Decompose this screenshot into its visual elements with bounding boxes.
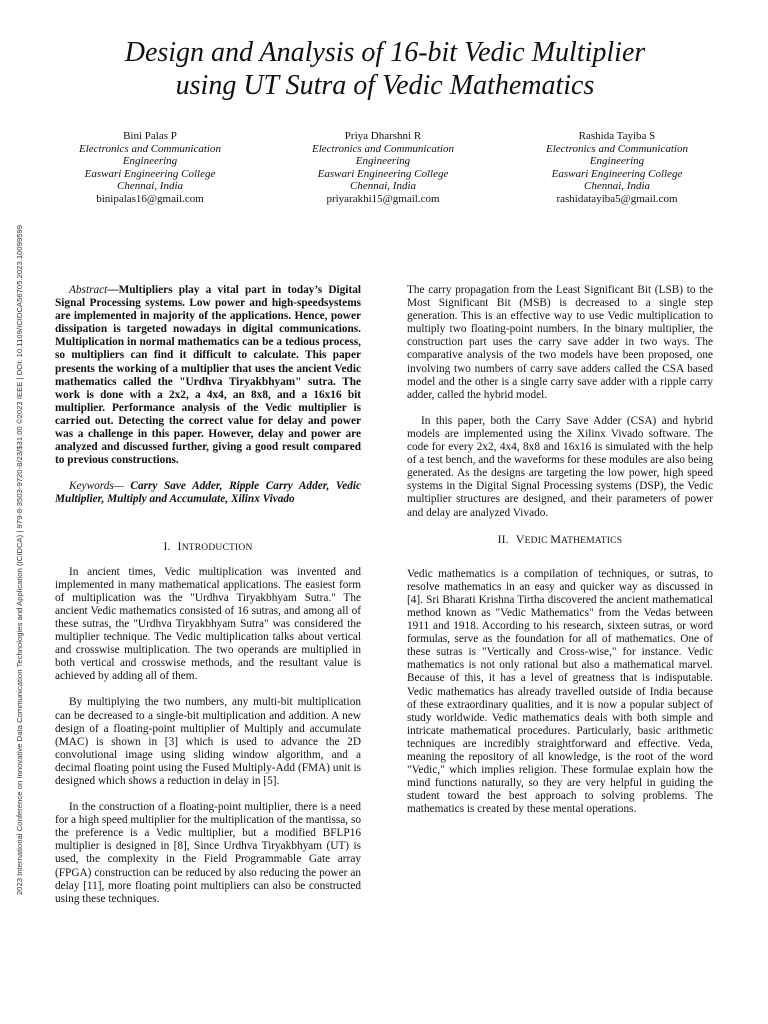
intro-paragraph-2: By multiplying the two numbers, any multi-bit multiplication can be decreased to a single-bit multiplication and addition. A new design of a floating-point multiplier of Multiply and accumulate (MAC) is shown in [3] which is used to advance the 2D convolutional image using sliding window algorithm, and a decimal floating point using the Fused Multiply-Add (FMA) unit is designed which shows a reduction in delay in [5]. [55,696,361,787]
author-dept: Electronics and Communication [312,142,454,155]
author-dept-cont: Engineering [589,155,645,168]
left-column [55,284,361,906]
author-email: binipalas16@gmail.com [96,192,204,205]
paper-title [40,36,730,102]
author-dept: Electronics and Communication [546,142,688,155]
right-column [407,284,713,816]
abstract-label: Abstract [69,284,108,296]
author-1 [50,130,250,206]
paper-title-line-1: Design and Analysis of 16-bit Vedic Multiplier [124,37,646,68]
author-2 [283,130,483,206]
section-number: I. [163,540,171,553]
author-location: Chennai, India [350,180,416,193]
section-heading-introduction: I. INTRODUCTION [163,538,253,553]
keywords [55,480,361,506]
author-email: rashidatayiba5@gmail.com [556,192,678,205]
author-email: priyarakhi15@gmail.com [326,192,440,205]
abstract-dash: — [107,284,119,296]
intro-paragraph-1: In ancient times, Vedic multiplication was invented and implemented in many mathematical applications. The easiest form of multiplication was the "Urdhva Tiryakbhyam Sutra." The ancient Vedic mathematics consisted of 16 sutras, and among all of these sutras, the "Urdhva Tiryakbhyam Sutra" was considered the multiplier technique. The Vedic multiplication talks about vertical and crosswise multiplication. The two operands are multiplied in both vertical and crosswise methods, and the resultant value is achieved by adding all of them. [55,565,361,683]
author-dept-cont: Engineering [355,155,411,168]
keywords-label: Keywords— [69,480,124,493]
author-name: Bini Palas P [123,130,177,142]
section-number: II. [497,533,509,546]
author-college: Easwari Engineering College [551,167,683,180]
author-location: Chennai, India [117,180,183,193]
keywords-body: Carry Save Adder, Ripple Carry Adder, Vedic Multiplier, Multiply and Accumulate, Xilinx Vivado [55,480,362,506]
author-dept-cont: Engineering [122,155,178,168]
author-college: Easwari Engineering College [84,167,216,180]
author-location: Chennai, India [584,180,650,193]
body-paragraph-carry: The carry propagation from the Least Significant Bit (LSB) to the Most Significant Bit (MSB) is decreased to a single step generation. This is an effective way to use Vedic multiplication to multiply two floating-point numbers. In the binary multiplier, the construction part uses the carry save adder in two ways. The comparative analysis of the two models have been proposed, one involving two numbers of carry save adders called the CSA based model and the other is a single carry save adder with a ripple carry adder, called the hybrid model. [407,284,713,401]
abstract [55,284,361,467]
section-heading-vedic-mathematics: II. VEDIC MATHEMATICS [497,531,623,546]
intro-paragraph-3: In the construction of a floating-point multiplier, there is a need for a high speed multiplier for the multiplication of the mantissa, so the preference is a Vedic multiplier, but a modified BFLP16 multiplier is designed in [8], Since Urdhva Tiryakbhyam (UT) is used, the complexity in the Field Programmable Gate array (FPGA) construction can be reduced by also reducing the power an delay [11], more floating point multipliers can also be constructed using these techniques. [55,801,361,905]
author-name: Rashida Tayiba S [578,130,656,142]
paper-title-line-2: using UT Sutra of Vedic Mathematics [175,70,595,101]
body-paragraph-this-paper: In this paper, both the Carry Save Adder (CSA) and hybrid models are implemented using the Xilinx Vivado software. The code for every 2x2, 4x4, 8x8 and 16x16 is simulated with the help of a test bench, and the waveforms for these modules are also being generated. As the designs are targeting the low power, high speed systems in the Digital Signal Processing systems (DSP), the Vedic multiplier structures are designed, and their parameters of power and delay are analyzed Vivado. [407,414,713,519]
vedic-paragraph: Vedic mathematics is a compilation of techniques, or sutras, to resolve mathematics in an easy and quicker way as discussed in [4]. Sri Bharati Krishna Tirtha discovered the ancient mathematical method known as "Vedic Mathematics" from the Vedas between 1911 and 1918. According to his research, sixteen sutras, or word formulas, serve as the foundation for all of mathematics. One of these sutras is "Vertically and Cross-wise," for instance. Vedic mathematics is not only rational but also a mathematical marvel. Because of this, it has a level of greatness that is indisputable. Vedic mathematics has already travelled outside of India because of these extraordinary qualities, and it is now a popular subject of study worldwide. Vedic mathematics deals with both simple and intricate mathematical procedures. Particularly, basic arithmetic techniques are incredibly straightforward and effective. Veda, meaning the repository of all knowledge, is the root of the word "Vedic," which implies religion. These formulae explain how the mind functions naturally, so they are very helpful in guiding the student toward the best approach to solving problems. The mathematics is created by these mental operations. [407,567,713,816]
author-3 [517,130,717,206]
abstract-body: Multipliers play a vital part in today’s Digital Signal Processing systems. Low power and high-speedsystems are implemented in majority of the applications. Hence, power dissipation is targeted nowadays in digital communications. Multiplication in normal mathematics can be a tedious process, so multipliers can find it difficult to calculate. This paper presents the working of a multiplier that uses the ancient Vedic mathematics called the "Urdhva Tiryakbhyam" sutra. The work is done with a 2x2, a 4x4, an 8x8, and a 16x16 bit multiplier. Performance analysis of the Vedic multiplier is carried out. Detecting the correct value for delay and power was a challenge in this paper. However, delay and power are analyzed and discussed further, giving a good result compared to previous constructions. [55,284,361,467]
author-dept: Electronics and Communication [79,142,221,155]
author-name: Priya Dharshni R [344,130,422,142]
doi-side-strip: 2023 International Conference on Innovative Data Communication Technologies and Application (ICIDCA) | 979-8-3503-9720-8/23/$31.00 ©2023 IEEE | DOI: 10.1109/ICIDCA56705.2023.10099599 [15,224,24,896]
author-college: Easwari Engineering College [317,167,449,180]
